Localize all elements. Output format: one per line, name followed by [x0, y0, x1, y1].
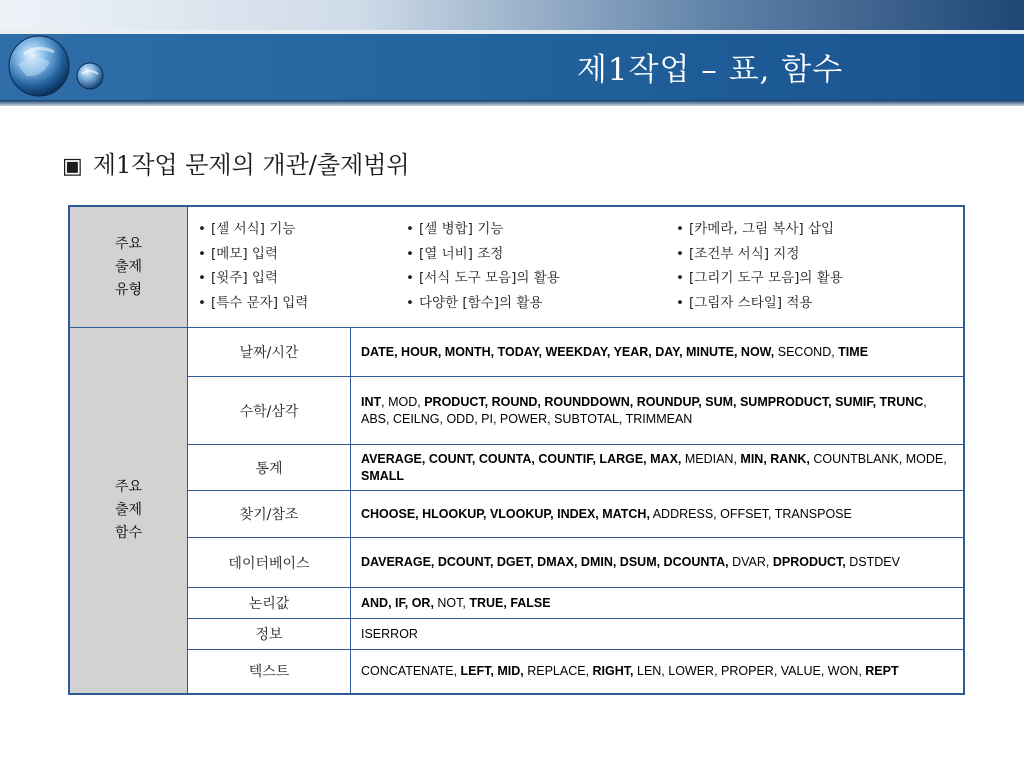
- functions-label-line: 출제: [114, 501, 143, 518]
- functions-label-line: 주요: [114, 478, 143, 495]
- function-text: AVERAGE, COUNT, COUNTA, COUNTIF, LARGE, MAX,: [361, 451, 682, 466]
- function-list: [351, 619, 965, 650]
- list-item: • [그리기 도구 모음]의 활용: [676, 270, 843, 286]
- list-item: • [그림자 스타일] 적용: [676, 294, 813, 311]
- function-text: SECOND,: [774, 344, 839, 359]
- function-text: DVAR,: [728, 555, 773, 569]
- types-column: [406, 217, 676, 315]
- section-heading-text: 제1작업 문제의 개관/출제범위: [92, 151, 410, 179]
- types-grid: [198, 217, 953, 315]
- function-list: [351, 445, 965, 491]
- list-item: • [열 너비] 조정: [406, 245, 504, 262]
- function-text: TRUE, FALSE: [469, 595, 551, 610]
- list-item: • [메모] 입력: [198, 245, 278, 262]
- types-label-line: 유형: [114, 281, 143, 298]
- function-text: DPRODUCT,: [772, 555, 846, 569]
- header-shadow: [0, 100, 1024, 106]
- bullet-icon: •: [676, 245, 684, 262]
- function-text: SMALL: [361, 468, 405, 483]
- list-item: • [셀 서식] 기능: [198, 221, 296, 237]
- function-text: INT: [361, 394, 382, 409]
- function-text: LEN, LOWER, PROPER, VALUE, WON,: [633, 663, 866, 678]
- types-content-cell: [188, 206, 965, 328]
- function-text: NOT,: [433, 595, 470, 610]
- function-text: RIGHT,: [592, 663, 634, 678]
- function-text: TIME: [838, 344, 869, 359]
- table-row: [69, 619, 964, 650]
- function-list: [351, 328, 965, 377]
- function-category: 텍스트: [188, 650, 351, 694]
- types-label-line: 주요: [114, 235, 143, 252]
- function-text: DSTDEV: [845, 555, 900, 569]
- table-row: [69, 588, 964, 619]
- types-row: [69, 206, 964, 328]
- function-category: 통계: [188, 445, 351, 491]
- function-list: [351, 650, 965, 694]
- bullet-icon: •: [676, 270, 684, 286]
- function-text: , MOD,: [381, 394, 425, 409]
- types-column: [676, 217, 843, 315]
- list-item: • [윗주] 입력: [198, 270, 278, 286]
- bullet-icon: •: [198, 270, 206, 286]
- list-item: • [특수 문자] 입력: [198, 294, 309, 311]
- list-item: • [카메라, 그림 복사] 삽입: [676, 221, 835, 237]
- function-category: 날짜/시간: [188, 328, 351, 377]
- function-text: MIN, RANK,: [740, 451, 810, 466]
- function-text: REPLACE,: [523, 663, 593, 678]
- function-category: 수학/삼각: [188, 377, 351, 445]
- function-category: 논리값: [188, 588, 351, 619]
- bullet-icon: •: [406, 245, 414, 262]
- function-text: ADDRESS, OFFSET, TRANSPOSE: [649, 506, 852, 521]
- function-text: AND, IF, OR,: [361, 595, 434, 610]
- table-row: [69, 445, 964, 491]
- table-row: [69, 650, 964, 694]
- function-text: COUNTBLANK, MODE,: [809, 451, 947, 466]
- list-item: • [조건부 서식] 지정: [676, 245, 800, 262]
- types-category-cell: [69, 206, 188, 328]
- exam-scope-table: [68, 205, 965, 695]
- function-list: [351, 377, 965, 445]
- function-text: ISERROR: [361, 626, 418, 641]
- function-text: DAVERAGE, DCOUNT, DGET, DMAX, DMIN, DSUM, DCOUNTA,: [361, 555, 729, 569]
- function-text: DATE, HOUR, MONTH, TODAY, WEEKDAY, YEAR, DAY, MINUTE, NOW,: [361, 344, 775, 359]
- bullet-icon: •: [676, 294, 684, 311]
- function-text: PRODUCT, ROUND, ROUNDDOWN, ROUNDUP, SUM, SUMPRODUCT, SUMIF, TRUNC: [424, 394, 924, 409]
- globe-logo-icon: [4, 34, 114, 104]
- function-text: CHOOSE, HLOOKUP, VLOOKUP, INDEX, MATCH,: [361, 506, 650, 521]
- slide-header: [0, 0, 1024, 106]
- types-column: [198, 217, 406, 315]
- bullet-icon: •: [676, 221, 684, 237]
- function-text: LEFT, MID,: [460, 663, 524, 678]
- functions-category-cell: [69, 328, 188, 694]
- bullet-icon: •: [406, 270, 414, 286]
- table-row: [69, 538, 964, 588]
- list-item: • [서식 도구 모음]의 활용: [406, 270, 560, 286]
- function-list: [351, 538, 965, 588]
- function-category: 데이터베이스: [188, 538, 351, 588]
- bullet-icon: •: [198, 245, 206, 262]
- function-category: 찾기/참조: [188, 491, 351, 538]
- bullet-icon: •: [198, 294, 206, 311]
- table-row: [69, 328, 964, 377]
- function-text: MEDIAN,: [681, 451, 741, 466]
- list-item: • [셀 병합] 기능: [406, 221, 504, 237]
- bullet-icon: •: [406, 294, 414, 311]
- slide-title: 제1작업 – 표, 함수: [576, 52, 844, 88]
- table-row: [69, 491, 964, 538]
- bullet-icon: •: [406, 221, 414, 237]
- function-list: [351, 491, 965, 538]
- function-category: 정보: [188, 619, 351, 650]
- list-item: • 다양한 [함수]의 활용: [406, 294, 543, 311]
- types-label-line: 출제: [114, 258, 143, 275]
- section-heading: [62, 145, 410, 180]
- table-row: [69, 377, 964, 445]
- functions-label-line: 함수: [114, 524, 143, 541]
- function-text: , ABS, CEILNG, ODD, PI, POWER, SUBTOTAL, TRIMMEAN: [361, 394, 927, 426]
- function-text: REPT: [865, 663, 899, 678]
- bullet-icon: •: [198, 221, 206, 237]
- header-top-band: [0, 0, 1024, 30]
- square-bullet-icon: ▣: [62, 154, 83, 179]
- function-text: CONCATENATE,: [361, 663, 461, 678]
- function-list: [351, 588, 965, 619]
